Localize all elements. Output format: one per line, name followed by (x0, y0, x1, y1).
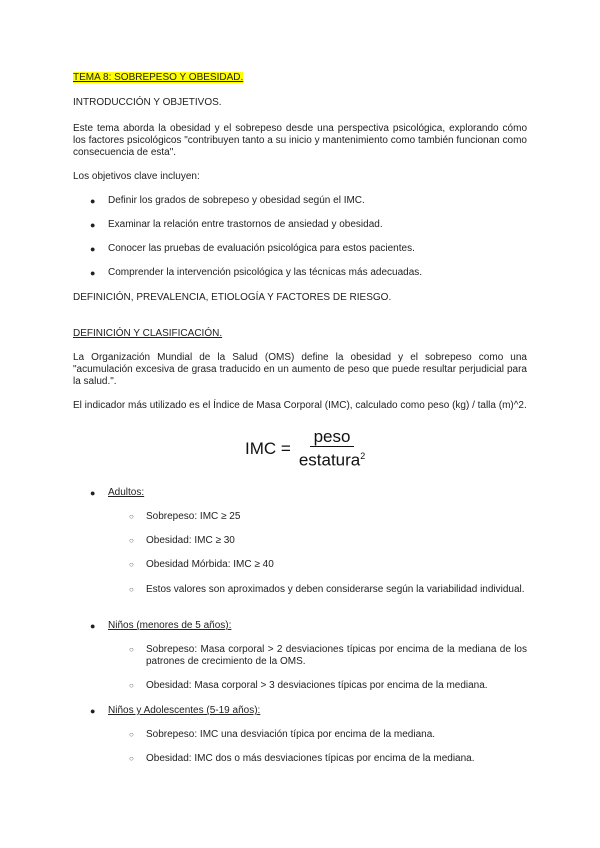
intro-paragraph: Este tema aborda la obesidad y el sobrepeso desde una perspectiva psicológica, explorando cómo los factores psicológicos "contribuyen tanto a su inicio y mantenimiento como también funcionan como consecuencia de esta". (73, 123, 527, 158)
circle-bullet-icon: ○ (129, 536, 134, 545)
denominator-text: estatura (298, 450, 361, 470)
group-item: Sobrepeso: Masa corporal > 2 desviaciones típicas por encima de la mediana de los patrones de crecimiento de la OMS. (146, 644, 527, 667)
bullet-icon: ● (90, 196, 96, 206)
bullet-icon: ● (90, 706, 96, 716)
formula-numerator: peso (310, 428, 355, 447)
circle-bullet-icon: ○ (129, 512, 134, 521)
objective-item: Examinar la relación entre trastornos de ansiedad y obesidad. (108, 219, 383, 230)
circle-bullet-icon: ○ (129, 585, 134, 594)
objective-item: Conocer las pruebas de evaluación psicológica para estos pacientes. (108, 243, 415, 254)
group-item: Obesidad: Masa corporal > 3 desviaciones típicas por encima de la mediana. (146, 680, 488, 691)
intro-heading: INTRODUCCIÓN Y OBJETIVOS. (73, 97, 222, 108)
objective-item: Definir los grados de sobrepeso y obesidad según el IMC. (108, 195, 365, 206)
imc-paragraph: El indicador más utilizado es el Índice de Masa Corporal (IMC), calculado como peso (kg) / talla (m)^2. (73, 400, 527, 411)
formula-denominator (299, 447, 365, 470)
circle-bullet-icon: ○ (129, 560, 134, 569)
circle-bullet-icon: ○ (129, 730, 134, 739)
objective-item: Comprender la intervención psicológica y las técnicas más adecuadas. (108, 267, 423, 278)
bullet-icon: ● (90, 268, 96, 278)
group-item: Obesidad Mórbida: IMC ≥ 40 (146, 559, 274, 570)
bullet-icon: ● (90, 244, 96, 254)
section-heading: DEFINICIÓN, PREVALENCIA, ETIOLOGÍA Y FACTORES DE RIESGO. (73, 292, 392, 303)
group-label-adultos: Adultos: (108, 487, 145, 498)
page-title (73, 72, 527, 84)
subsection-heading-text: DEFINICIÓN Y CLASIFICACIÓN. (73, 328, 223, 339)
bullet-icon: ● (90, 621, 96, 631)
group-item: Sobrepeso: IMC una desviación típica por encima de la mediana. (146, 729, 436, 740)
group-item: Estos valores son aproximados y deben considerarse según la variabilidad individual. (146, 584, 525, 595)
circle-bullet-icon: ○ (129, 645, 134, 654)
formula-lhs: IMC = (245, 438, 291, 458)
formula-fraction (299, 428, 365, 470)
bullet-icon: ● (90, 220, 96, 230)
circle-bullet-icon: ○ (129, 681, 134, 690)
imc-formula (245, 428, 365, 470)
circle-bullet-icon: ○ (129, 754, 134, 763)
subsection-heading (73, 328, 527, 340)
oms-paragraph: La Organización Mundial de la Salud (OMS) define la obesidad y el sobrepeso como una "acumulación excesiva de grasa traducido en un aumento de peso que puede resultar perjudicial para la salud.". (73, 352, 527, 387)
formula-exponent: 2 (360, 451, 366, 461)
group-label-ninos: Niños (menores de 5 años): (108, 620, 232, 631)
objectives-intro: Los objetivos clave incluyen: (73, 171, 200, 182)
group-item: Obesidad: IMC dos o más desviaciones típicas por encima de la mediana. (146, 753, 475, 764)
title-text: TEMA 8: SOBREPESO Y OBESIDAD. (73, 72, 244, 83)
bullet-icon: ● (90, 488, 96, 498)
group-label-adolescentes: Niños y Adolescentes (5-19 años): (108, 705, 261, 716)
group-item: Obesidad: IMC ≥ 30 (146, 535, 235, 546)
group-item: Sobrepeso: IMC ≥ 25 (146, 511, 241, 522)
